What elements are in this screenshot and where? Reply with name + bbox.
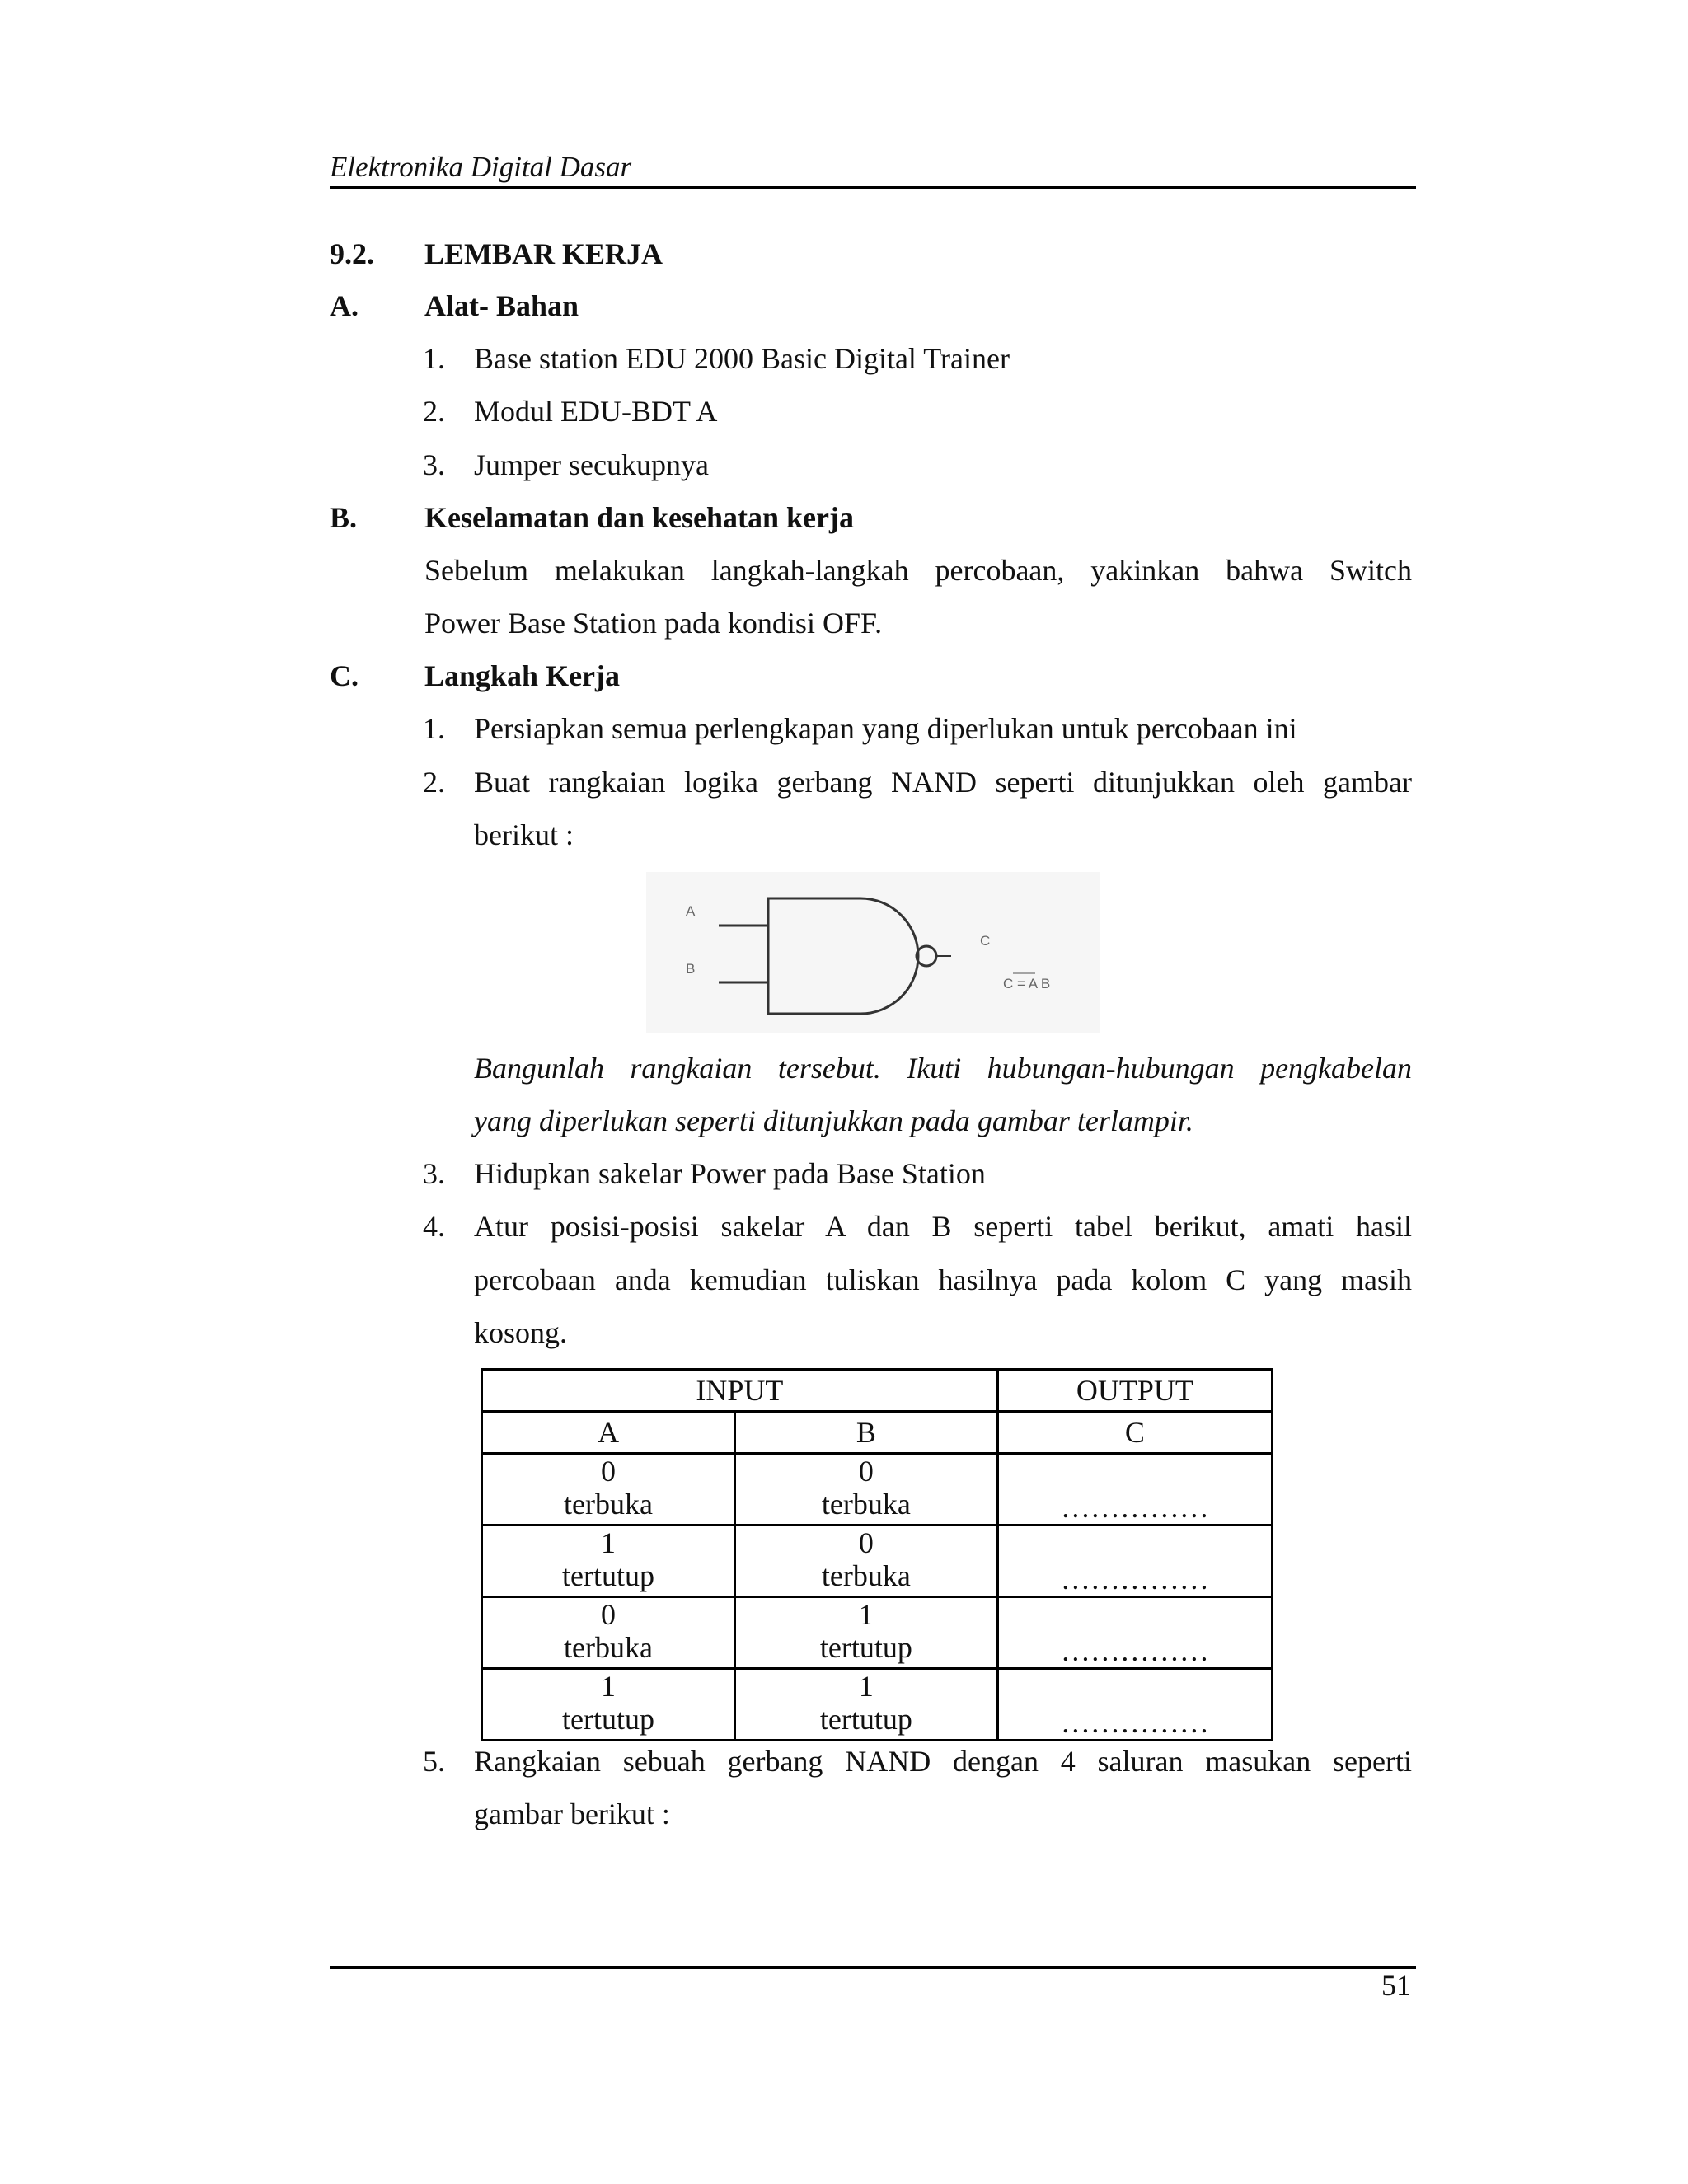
nand-gate-body bbox=[768, 898, 918, 1014]
step-number: 3. bbox=[423, 1157, 445, 1190]
header-rule bbox=[330, 186, 1416, 189]
cell-c-blank: …………… bbox=[997, 1526, 1272, 1597]
switch-state: tertutup bbox=[819, 1631, 912, 1664]
output-c-label: C bbox=[980, 933, 991, 949]
cell-b bbox=[734, 1454, 997, 1526]
switch-value: 1 bbox=[600, 1670, 616, 1703]
part-a-item-number: 2. bbox=[423, 395, 445, 428]
truth-table bbox=[481, 1368, 1273, 1741]
page-number: 51 bbox=[1381, 1969, 1411, 2002]
input-b-label: B bbox=[686, 961, 696, 977]
switch-state: terbuka bbox=[563, 1631, 653, 1664]
step-text: Rangkaian sebuah gerbang NAND dengan 4 saluran masukan seperti bbox=[474, 1745, 1412, 1778]
part-a-item-number: 1. bbox=[423, 342, 445, 375]
part-c-title: Langkah Kerja bbox=[424, 659, 621, 692]
switch-state: terbuka bbox=[821, 1488, 911, 1521]
column-b-header: B bbox=[734, 1412, 997, 1454]
part-b-paragraph-line: Sebelum melakukan langkah-langkah percobaan, yakinkan bahwa Switch bbox=[424, 554, 1412, 587]
table-header-row bbox=[482, 1370, 1273, 1412]
part-a-label: A. bbox=[330, 289, 359, 322]
step-number: 4. bbox=[423, 1210, 445, 1243]
column-c-header: C bbox=[997, 1412, 1272, 1454]
cell-c-blank: …………… bbox=[997, 1669, 1272, 1741]
cell-a bbox=[482, 1669, 735, 1741]
step-text: Buat rangkaian logika gerbang NAND seperti ditunjukkan oleh gambar bbox=[474, 766, 1412, 799]
switch-value: 0 bbox=[600, 1455, 616, 1488]
nand-gate-figure bbox=[646, 872, 1100, 1033]
step-text: kosong. bbox=[474, 1316, 568, 1349]
input-header: INPUT bbox=[482, 1370, 998, 1412]
step-text: Hidupkan sakelar Power pada Base Station bbox=[474, 1157, 986, 1190]
cell-b bbox=[734, 1669, 997, 1741]
part-a-item: Base station EDU 2000 Basic Digital Trainer bbox=[474, 342, 1010, 375]
part-c-label: C. bbox=[330, 659, 359, 692]
part-a-item: Modul EDU-BDT A bbox=[474, 395, 718, 428]
part-b-label: B. bbox=[330, 501, 358, 534]
note-text: yang diperlukan seperti ditunjukkan pada gambar terlampir. bbox=[474, 1104, 1193, 1137]
switch-value: 0 bbox=[858, 1455, 874, 1488]
cell-b bbox=[734, 1526, 997, 1597]
switch-state: tertutup bbox=[819, 1703, 912, 1736]
output-header: OUTPUT bbox=[997, 1370, 1272, 1412]
switch-state: tertutup bbox=[561, 1559, 654, 1592]
note-text: Bangunlah rangkaian tersebut. Ikuti hubungan-hubungan pengkabelan bbox=[474, 1052, 1412, 1085]
running-header: Elektronika Digital Dasar bbox=[330, 151, 632, 183]
part-b-title: Keselamatan dan kesehatan kerja bbox=[424, 501, 854, 534]
switch-state: tertutup bbox=[561, 1703, 654, 1736]
step-text: berikut : bbox=[474, 818, 574, 851]
switch-value: 1 bbox=[858, 1670, 874, 1703]
table-row bbox=[482, 1526, 1273, 1597]
part-a-title: Alat- Bahan bbox=[424, 289, 579, 322]
part-a-item-number: 3. bbox=[423, 448, 445, 481]
table-row bbox=[482, 1454, 1273, 1526]
step-text: Persiapkan semua perlengkapan yang diperlukan untuk percobaan ini bbox=[474, 712, 1297, 745]
switch-state: terbuka bbox=[821, 1559, 911, 1592]
nand-formula: C = A B bbox=[1003, 976, 1051, 991]
nand-gate-diagram bbox=[646, 872, 1100, 1033]
cell-a bbox=[482, 1597, 735, 1669]
input-a-label: A bbox=[686, 903, 696, 919]
section-number: 9.2. bbox=[330, 237, 374, 270]
switch-value: 0 bbox=[858, 1526, 874, 1559]
cell-a bbox=[482, 1454, 735, 1526]
footer-rule bbox=[330, 1966, 1416, 1969]
switch-value: 0 bbox=[600, 1598, 616, 1631]
cell-c-blank: …………… bbox=[997, 1597, 1272, 1669]
step-text: percobaan anda kemudian tuliskan hasilnya pada kolom C yang masih bbox=[474, 1263, 1412, 1296]
step-number: 5. bbox=[423, 1745, 445, 1778]
inversion-bubble bbox=[917, 946, 936, 966]
switch-state: terbuka bbox=[563, 1488, 653, 1521]
cell-c-blank: …………… bbox=[997, 1454, 1272, 1526]
switch-value: 1 bbox=[600, 1526, 616, 1559]
cell-a bbox=[482, 1526, 735, 1597]
part-b-paragraph-line: Power Base Station pada kondisi OFF. bbox=[424, 607, 883, 640]
part-a-item: Jumper secukupnya bbox=[474, 448, 709, 481]
step-text: Atur posisi-posisi sakelar A dan B seperti tabel berikut, amati hasil bbox=[474, 1210, 1412, 1243]
column-a-header: A bbox=[482, 1412, 735, 1454]
step-number: 1. bbox=[423, 712, 445, 745]
table-column-row bbox=[482, 1412, 1273, 1454]
table-row bbox=[482, 1597, 1273, 1669]
step-text: gambar berikut : bbox=[474, 1797, 670, 1830]
switch-value: 1 bbox=[858, 1598, 874, 1631]
cell-b bbox=[734, 1597, 997, 1669]
section-title: LEMBAR KERJA bbox=[424, 237, 663, 270]
table-row bbox=[482, 1669, 1273, 1741]
step-number: 2. bbox=[423, 766, 445, 799]
